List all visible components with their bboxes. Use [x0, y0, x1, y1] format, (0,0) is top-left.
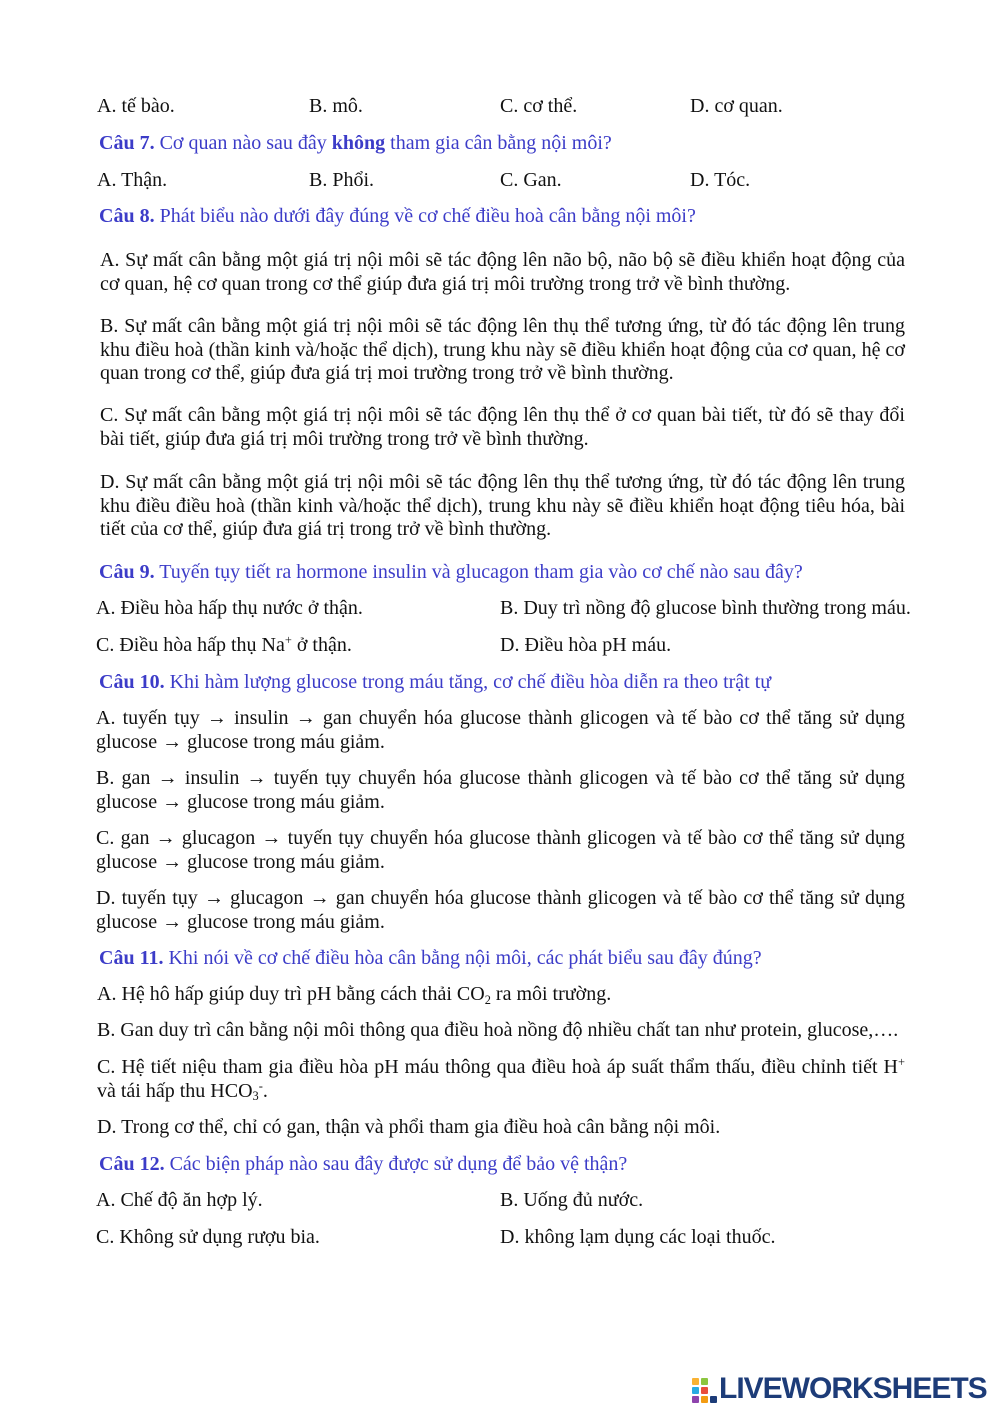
q12-option-b: B. Uống đủ nước.	[500, 1189, 644, 1211]
q11-option-a-subscript: 2	[484, 992, 491, 1007]
q8-option-d-line: tiết của cơ thể, giúp đưa giá trị trong trở về bình thường.	[100, 518, 552, 540]
q6-option-d: D. cơ quan.	[690, 95, 783, 117]
q10-option-b	[96, 767, 905, 814]
q6-option-c: C. cơ thể.	[500, 95, 578, 117]
q9-stem	[99, 561, 907, 585]
q8-option-b-line: quan trong cơ thể, giúp đưa giá trị moi trường trong trở về bình thường.	[100, 362, 674, 384]
q7-stem	[99, 132, 907, 156]
q10-option-a-line: glucose → glucose trong máu giảm.	[96, 730, 385, 753]
q12-option-c: C. Không sử dụng rượu bia.	[96, 1226, 320, 1248]
q9-option-c-superscript: +	[284, 633, 292, 648]
q10-option-a-line: A. tuyến tụy → insulin → gan chuyển hóa glucose thành glicogen và tế bào cơ thể tăng sử dụng	[96, 707, 905, 729]
q12-label: Câu 12.	[99, 1153, 165, 1175]
q12-options-row-1	[0, 1189, 1000, 1213]
q11-label: Câu 11.	[99, 947, 164, 969]
q11-option-d: D. Trong cơ thể, chỉ có gan, thận và phổi tham gia điều hoà cân bằng nội môi.	[97, 1116, 721, 1138]
q11-option-c-line1-text: C. Hệ tiết niệu tham gia điều hòa pH máu thông qua điều hoà áp suất thẩm thấu, điều chỉnh tiết H	[97, 1056, 898, 1078]
q8-option-a	[100, 249, 905, 296]
liveworksheets-logo[interactable]	[692, 1372, 992, 1406]
q7-option-a: A. Thận.	[97, 169, 168, 191]
q9-text: Tuyến tụy tiết ra hormone insulin và glucagon tham gia vào cơ chế nào sau đây?	[159, 561, 803, 583]
q9-option-a: A. Điều hòa hấp thụ nước ở thận.	[96, 597, 363, 619]
q9-option-d: D. Điều hòa pH máu.	[500, 634, 672, 656]
q10-option-d-line: glucose → glucose trong máu giảm.	[96, 910, 385, 933]
q6-options	[0, 95, 1000, 119]
q8-option-c-line: C. Sự mất cân bằng một giá trị nội môi sẽ tác động lên thụ thể ở cơ quan bài tiết, từ đó sẽ thay đổi	[100, 404, 905, 426]
q9-options-row-2	[0, 634, 1000, 658]
q10-option-d-line: D. tuyến tụy → glucagon → gan chuyển hóa glucose thành glicogen và tế bào cơ thể tăng sử dụng	[96, 887, 905, 909]
q10-option-c	[96, 827, 905, 874]
q10-stem	[99, 671, 907, 695]
q10-option-c-line: C. gan → glucagon → tuyến tụy chuyển hóa glucose thành glicogen và tế bào cơ thể tăng sử dụng	[96, 827, 905, 849]
q7-text-after: tham gia cân bằng nội môi?	[390, 132, 612, 154]
q12-option-d: D. không lạm dụng các loại thuốc.	[500, 1226, 776, 1248]
q9-option-b: B. Duy trì nồng độ glucose bình thường trong máu.	[500, 597, 911, 619]
q11-option-c-line2-superscript: -	[258, 1078, 263, 1093]
q11-option-a-text-end: ra môi trường.	[490, 983, 612, 1005]
q8-option-b	[100, 315, 905, 386]
q7-label: Câu 7.	[99, 132, 155, 154]
q12-option-a: A. Chế độ ăn hợp lý.	[96, 1189, 263, 1211]
q8-option-b-line: B. Sự mất cân bằng một giá trị nội môi sẽ tác động lên thụ thể tương ứng, từ đó tác động lên trung	[100, 315, 905, 337]
q9-label: Câu 9.	[99, 561, 155, 583]
q11-option-c	[97, 1056, 905, 1103]
q11-option-a	[97, 983, 905, 1007]
q8-option-d-line: khu điều điều hoà (thần kinh và/hoặc thể dịch), trung khu này sẽ điều khiển hoạt động tiêu hóa, bài	[100, 494, 905, 517]
q11-option-a-text: A. Hệ hô hấp giúp duy trì pH bằng cách thải CO	[97, 983, 485, 1005]
logo-text: LIVEWORKSHEETS	[719, 1372, 987, 1405]
q6-option-a: A. tế bào.	[97, 95, 175, 117]
q9-options-row-1	[0, 597, 1000, 621]
q10-text: Khi hàm lượng glucose trong máu tăng, cơ chế điều hòa diễn ra theo trật tự	[169, 671, 772, 693]
q7-option-d: D. Tóc.	[690, 169, 751, 191]
q12-stem	[99, 1153, 907, 1177]
q7-options	[0, 169, 1000, 193]
q8-label: Câu 8.	[99, 205, 155, 227]
q11-option-b: B. Gan duy trì cân bằng nội môi thông qua điều hoà nồng độ nhiều chất tan như protein, glucose,….	[97, 1019, 899, 1041]
q8-option-b-line: khu điều hoà (thần kinh và/hoặc thể dịch), trung khu này sẽ điều khiển hoạt động của cơ quan, hệ cơ	[100, 338, 905, 361]
q7-option-c: C. Gan.	[500, 169, 562, 191]
q10-option-b-line: B. gan → insulin → tuyến tụy chuyển hóa glucose thành glicogen và tế bào cơ thể tăng sử dụng	[96, 767, 905, 789]
q11-option-c-line2-subscript: 3	[252, 1089, 259, 1104]
q7-text-before: Cơ quan nào sau đây	[159, 132, 327, 154]
q11-option-c-line	[97, 1080, 905, 1104]
q11-text: Khi nói về cơ chế điều hòa cân bằng nội môi, các phát biểu sau đây đúng?	[168, 947, 762, 969]
q9-option-c-text: C. Điều hòa hấp thụ Na	[96, 634, 285, 656]
q10-option-d	[96, 887, 905, 934]
q8-option-d-line: D. Sự mất cân bằng một giá trị nội môi sẽ tác động lên thụ thể tương ứng, từ đó tác động lên trung	[100, 471, 905, 493]
q11-option-c-line2-text-end: .	[262, 1079, 268, 1102]
q9-option-c	[96, 634, 352, 658]
q10-label: Câu 10.	[99, 671, 165, 693]
q8-option-d	[100, 471, 905, 542]
q8-option-c	[100, 404, 905, 451]
q7-emphasis: không	[331, 132, 386, 154]
q8-option-a-line: cơ quan, hệ cơ quan trong cơ thể giúp đưa giá trị môi trường trong trở về bình thường.	[100, 272, 791, 295]
q11-stem	[99, 947, 907, 971]
q10-option-a	[96, 707, 905, 754]
q9-option-c-text-end: ở thận.	[291, 634, 352, 656]
q12-text: Các biện pháp nào sau đây được sử dụng để bảo vệ thận?	[169, 1153, 628, 1175]
q6-option-b: B. mô.	[309, 95, 363, 117]
q12-options-row-2	[0, 1226, 1000, 1250]
q7-option-b: B. Phổi.	[309, 169, 375, 191]
q10-option-b-line: glucose → glucose trong máu giảm.	[96, 790, 385, 813]
q11-option-c-line	[97, 1056, 905, 1080]
q8-option-c-line: bài tiết, giúp đưa giá trị môi trường trong trở về bình thường.	[100, 427, 589, 450]
q11-option-c-line2-text: và tái hấp thu HCO	[97, 1079, 253, 1102]
q11-option-c-line1-superscript: +	[898, 1055, 905, 1070]
q8-option-a-line: A. Sự mất cân bằng một giá trị nội môi sẽ tác động lên não bộ, não bộ sẽ điều khiển hoạt động của	[100, 249, 905, 271]
q8-stem	[99, 205, 907, 229]
q10-option-c-line: glucose → glucose trong máu giảm.	[96, 850, 385, 873]
q8-text: Phát biểu nào dưới đây đúng về cơ chế điều hoà cân bằng nội môi?	[159, 205, 696, 227]
liveworksheets-logo-icon	[692, 1378, 717, 1403]
